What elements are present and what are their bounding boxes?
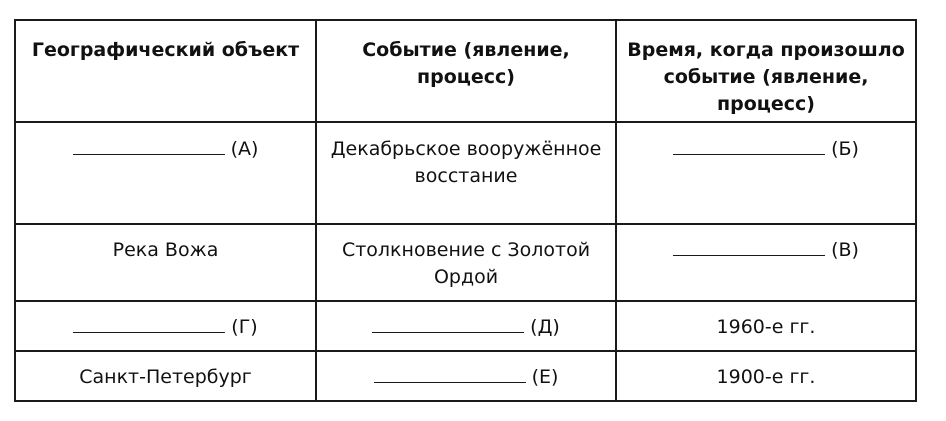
cell-time	[616, 122, 916, 224]
blank-label: (В)	[831, 239, 859, 261]
blank-label: (А)	[230, 138, 259, 160]
cell-event	[316, 122, 616, 224]
header-time: Время, когда произошло событие (явление, процесс)	[616, 20, 916, 122]
answer-blank	[73, 314, 225, 333]
table-row	[15, 351, 916, 401]
blank-label: (Д)	[530, 316, 560, 338]
cell-event	[316, 351, 616, 401]
cell-event	[316, 224, 616, 301]
object-text: Санкт-Петербург	[79, 366, 252, 388]
time-text: 1960-е гг.	[716, 316, 816, 338]
cell-event	[316, 301, 616, 351]
time-text: 1900-е гг.	[716, 366, 816, 388]
cell-object	[15, 122, 316, 224]
answer-blank	[673, 136, 825, 155]
events-table	[14, 19, 917, 402]
header-event: Событие (явление, процесс)	[316, 20, 616, 122]
blank-label: (Б)	[831, 138, 859, 160]
cell-object	[15, 301, 316, 351]
cell-time	[616, 351, 916, 401]
cell-time	[616, 224, 916, 301]
event-text: Столкновение с Золотой Ордой	[341, 239, 591, 288]
cell-time	[616, 301, 916, 351]
answer-blank	[372, 314, 524, 333]
table-row	[15, 224, 916, 301]
cell-object	[15, 224, 316, 301]
header-geographic-object: Географический объект	[15, 20, 316, 122]
answer-blank	[73, 136, 225, 155]
answer-blank	[374, 364, 526, 383]
blank-label: (Е)	[531, 366, 559, 388]
event-text: Декабрьское вооружённое восстание	[330, 138, 602, 187]
table-row	[15, 301, 916, 351]
answer-blank	[673, 237, 825, 256]
table-row	[15, 122, 916, 224]
object-text: Река Вожа	[112, 239, 219, 261]
blank-label: (Г)	[231, 316, 258, 338]
header-row	[15, 20, 916, 122]
cell-object	[15, 351, 316, 401]
